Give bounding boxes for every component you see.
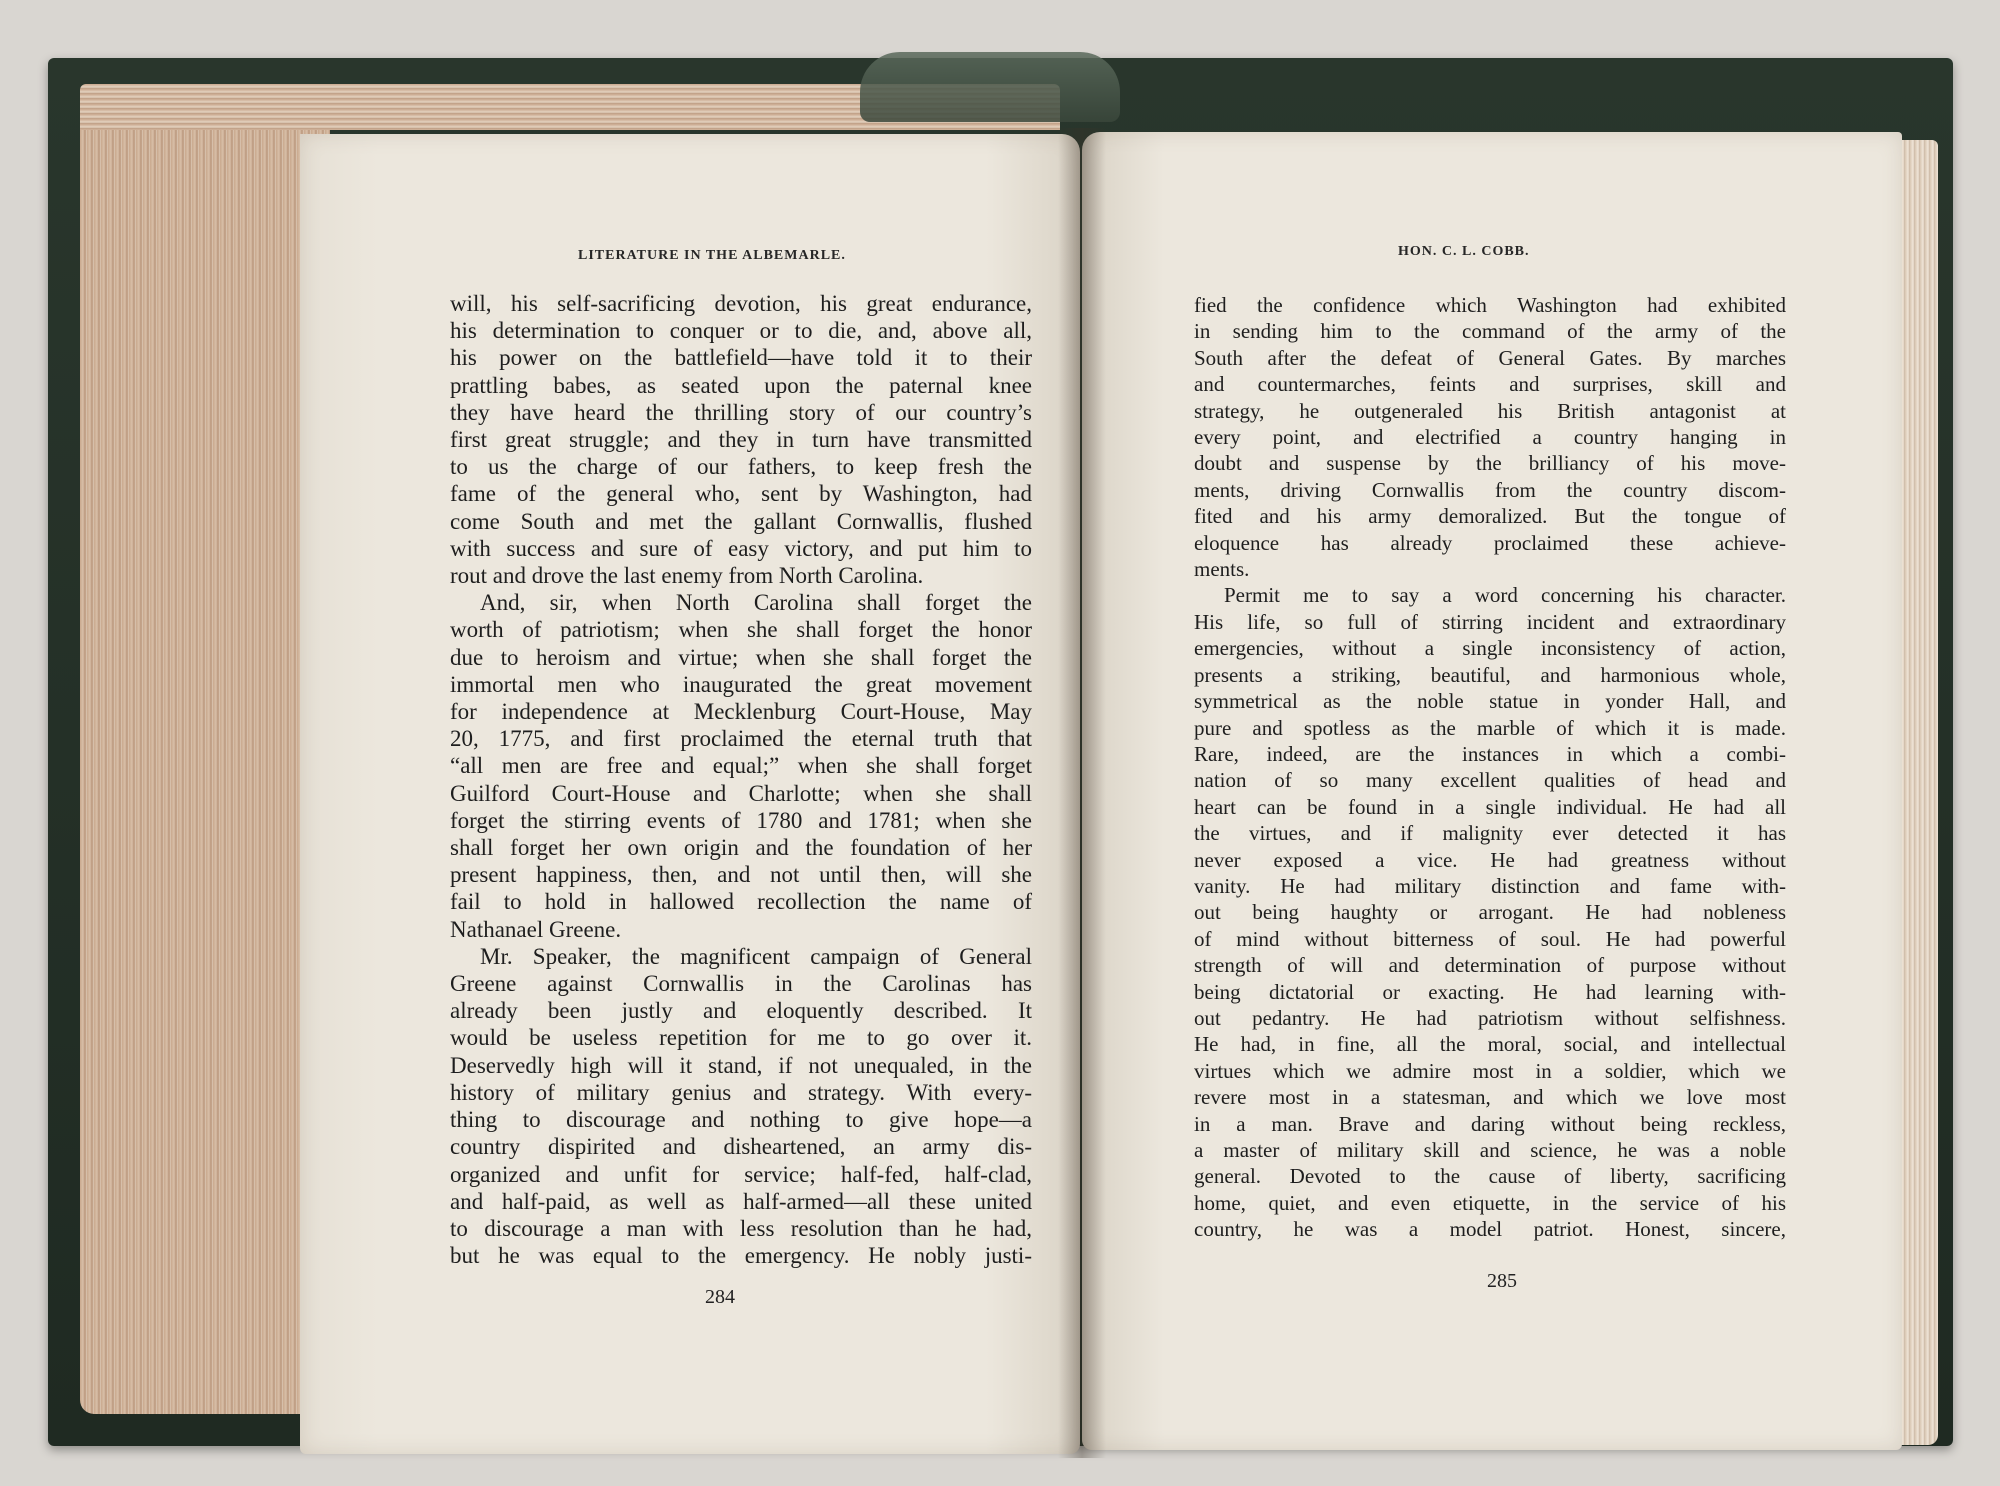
left-page bbox=[300, 134, 1080, 1454]
text-line: of mind without bitterness of soul. He had powerful bbox=[1194, 926, 1786, 951]
text-line: worth of patriotism; when she shall forget the honor bbox=[450, 617, 1032, 643]
text-line: South after the defeat of General Gates. By marches bbox=[1194, 345, 1786, 370]
text-line: out pedantry. He had patriotism without selfishness. bbox=[1194, 1005, 1786, 1030]
text-line: for independence at Mecklenburg Court-House, May bbox=[450, 699, 1032, 725]
text-line: presents a striking, beautiful, and harmonious whole, bbox=[1194, 662, 1786, 687]
text-line: being dictatorial or exacting. He had learning with- bbox=[1194, 979, 1786, 1004]
text-line: but he was equal to the emergency. He nobly justi- bbox=[450, 1243, 1032, 1269]
text-line: strength of will and determination of purpose without bbox=[1194, 953, 1786, 978]
text-line: His life, so full of stirring incident and extraordinary bbox=[1194, 609, 1786, 634]
text-line: come South and met the gallant Cornwallis, flushed bbox=[450, 508, 1032, 534]
text-line: vanity. He had military distinction and fame with- bbox=[1194, 873, 1786, 898]
page-number: 285 bbox=[1487, 1270, 1517, 1292]
text-line: fame of the general who, sent by Washington, had bbox=[450, 481, 1032, 507]
text-line: never exposed a vice. He had greatness without bbox=[1194, 847, 1786, 872]
text-line: general. Devoted to the cause of liberty, sacrificing bbox=[1194, 1164, 1786, 1189]
text-line: present happiness, then, and not until then, will she bbox=[450, 862, 1032, 888]
text-line: Guilford Court-House and Charlotte; when she shall bbox=[450, 780, 1032, 806]
text-line: rout and drove the last enemy from North Carolina. bbox=[450, 563, 924, 589]
text-line: prattling babes, as seated upon the paternal knee bbox=[450, 372, 1032, 398]
text-line: “all men are free and equal;” when she shall forget bbox=[450, 753, 1032, 779]
text-line: Permit me to say a word concerning his character. bbox=[1224, 583, 1786, 608]
text-line: country dispirited and disheartened, an army dis- bbox=[450, 1134, 1032, 1160]
text-line: home, quiet, and even etiquette, in the service of his bbox=[1194, 1190, 1786, 1215]
text-line: fail to hold in hallowed recollection the name of bbox=[450, 889, 1032, 915]
running-header: HON. C. L. COBB. bbox=[1398, 244, 1530, 259]
page-text bbox=[450, 290, 1032, 1269]
text-line: will, his self-sacrificing devotion, his great endurance, bbox=[450, 291, 1032, 316]
text-line: organized and unfit for service; half-fed, half-clad, bbox=[450, 1161, 1032, 1187]
text-line: out being haughty or arrogant. He had nobleness bbox=[1194, 900, 1786, 925]
text-line: 20, 1775, and first proclaimed the eternal truth that bbox=[450, 726, 1032, 752]
text-line: forget the stirring events of 1780 and 1781; when she bbox=[450, 807, 1032, 833]
text-line: emergencies, without a single inconsistency of action, bbox=[1194, 636, 1786, 661]
text-line: immortal men who inaugurated the great movement bbox=[450, 671, 1032, 697]
spine bbox=[860, 52, 1120, 122]
text-line: virtues which we admire most in a soldier, which we bbox=[1194, 1058, 1786, 1083]
text-line: And, sir, when North Carolina shall forget the bbox=[480, 590, 1032, 616]
text-line: first great struggle; and they in turn have transmitted bbox=[450, 427, 1032, 453]
text-line: Deservedly high will it stand, if not unequaled, in the bbox=[450, 1052, 1032, 1078]
text-line: pure and spotless as the marble of which it is made. bbox=[1194, 715, 1786, 740]
text-line: ments, driving Cornwallis from the country discom- bbox=[1194, 477, 1786, 502]
text-line: heart can be found in a single individual. He had all bbox=[1194, 794, 1786, 819]
text-line: eloquence has already proclaimed these achieve- bbox=[1194, 530, 1786, 555]
text-line: to discourage a man with less resolution than he had, bbox=[450, 1215, 1032, 1241]
text-line: history of military genius and strategy. With every- bbox=[450, 1079, 1032, 1105]
text-line: the virtues, and if malignity ever detected it has bbox=[1194, 821, 1786, 846]
text-line: Nathanael Greene. bbox=[450, 916, 622, 942]
text-line: He had, in fine, all the moral, social, and intellectual bbox=[1194, 1032, 1786, 1057]
text-line: Greene against Cornwallis in the Carolinas has bbox=[450, 971, 1032, 997]
text-line: and countermarches, feints and surprises, skill and bbox=[1194, 372, 1786, 397]
text-line: would be useless repetition for me to go over it. bbox=[450, 1025, 1032, 1051]
right-page bbox=[1082, 132, 1902, 1450]
text-line: shall forget her own origin and the foundation of her bbox=[450, 835, 1032, 861]
page-text bbox=[1194, 292, 1786, 1243]
text-line: doubt and suspense by the brilliancy of his move- bbox=[1194, 451, 1786, 476]
text-line: his power on the battlefield—have told it to their bbox=[450, 345, 1032, 371]
page-number: 284 bbox=[705, 1286, 735, 1308]
text-line: to us the charge of our fathers, to keep fresh the bbox=[450, 454, 1032, 480]
text-line: fied the confidence which Washington had exhibited bbox=[1194, 293, 1786, 317]
text-line: ments. bbox=[1194, 557, 1250, 582]
text-line: nation of so many excellent qualities of head and bbox=[1194, 768, 1786, 793]
running-header: LITERATURE IN THE ALBEMARLE. bbox=[578, 248, 846, 263]
text-line: symmetrical as the noble statue in yonder Hall, and bbox=[1194, 689, 1786, 714]
book-gutter bbox=[1058, 128, 1106, 1458]
text-line: Mr. Speaker, the magnificent campaign of General bbox=[480, 943, 1032, 969]
text-line: his determination to conquer or to die, and, above all, bbox=[450, 318, 1032, 344]
text-line: Rare, indeed, are the instances in which a combi- bbox=[1194, 741, 1786, 766]
text-line: due to heroism and virtue; when she shall forget the bbox=[450, 644, 1032, 670]
text-line: in sending him to the command of the army of the bbox=[1194, 319, 1786, 344]
text-line: with success and sure of easy victory, and put him to bbox=[450, 535, 1032, 561]
text-line: revere most in a statesman, and which we love most bbox=[1194, 1085, 1786, 1110]
text-line: strategy, he outgeneraled his British antagonist at bbox=[1194, 398, 1786, 423]
text-line: a master of military skill and science, he was a noble bbox=[1194, 1138, 1786, 1162]
page-stack-left bbox=[80, 84, 330, 1414]
text-line: and half-paid, as well as half-armed—all these united bbox=[450, 1188, 1032, 1214]
text-line: thing to discourage and nothing to give hope—a bbox=[450, 1107, 1032, 1133]
text-line: fited and his army demoralized. But the tongue of bbox=[1194, 504, 1786, 529]
text-line: every point, and electrified a country hanging in bbox=[1194, 425, 1786, 450]
text-line: already been justly and eloquently described. It bbox=[450, 998, 1032, 1024]
text-line: country, he was a model patriot. Honest, sincere, bbox=[1194, 1217, 1786, 1242]
text-line: in a man. Brave and daring without being reckless, bbox=[1194, 1111, 1786, 1136]
text-line: they have heard the thrilling story of our country’s bbox=[450, 399, 1032, 425]
